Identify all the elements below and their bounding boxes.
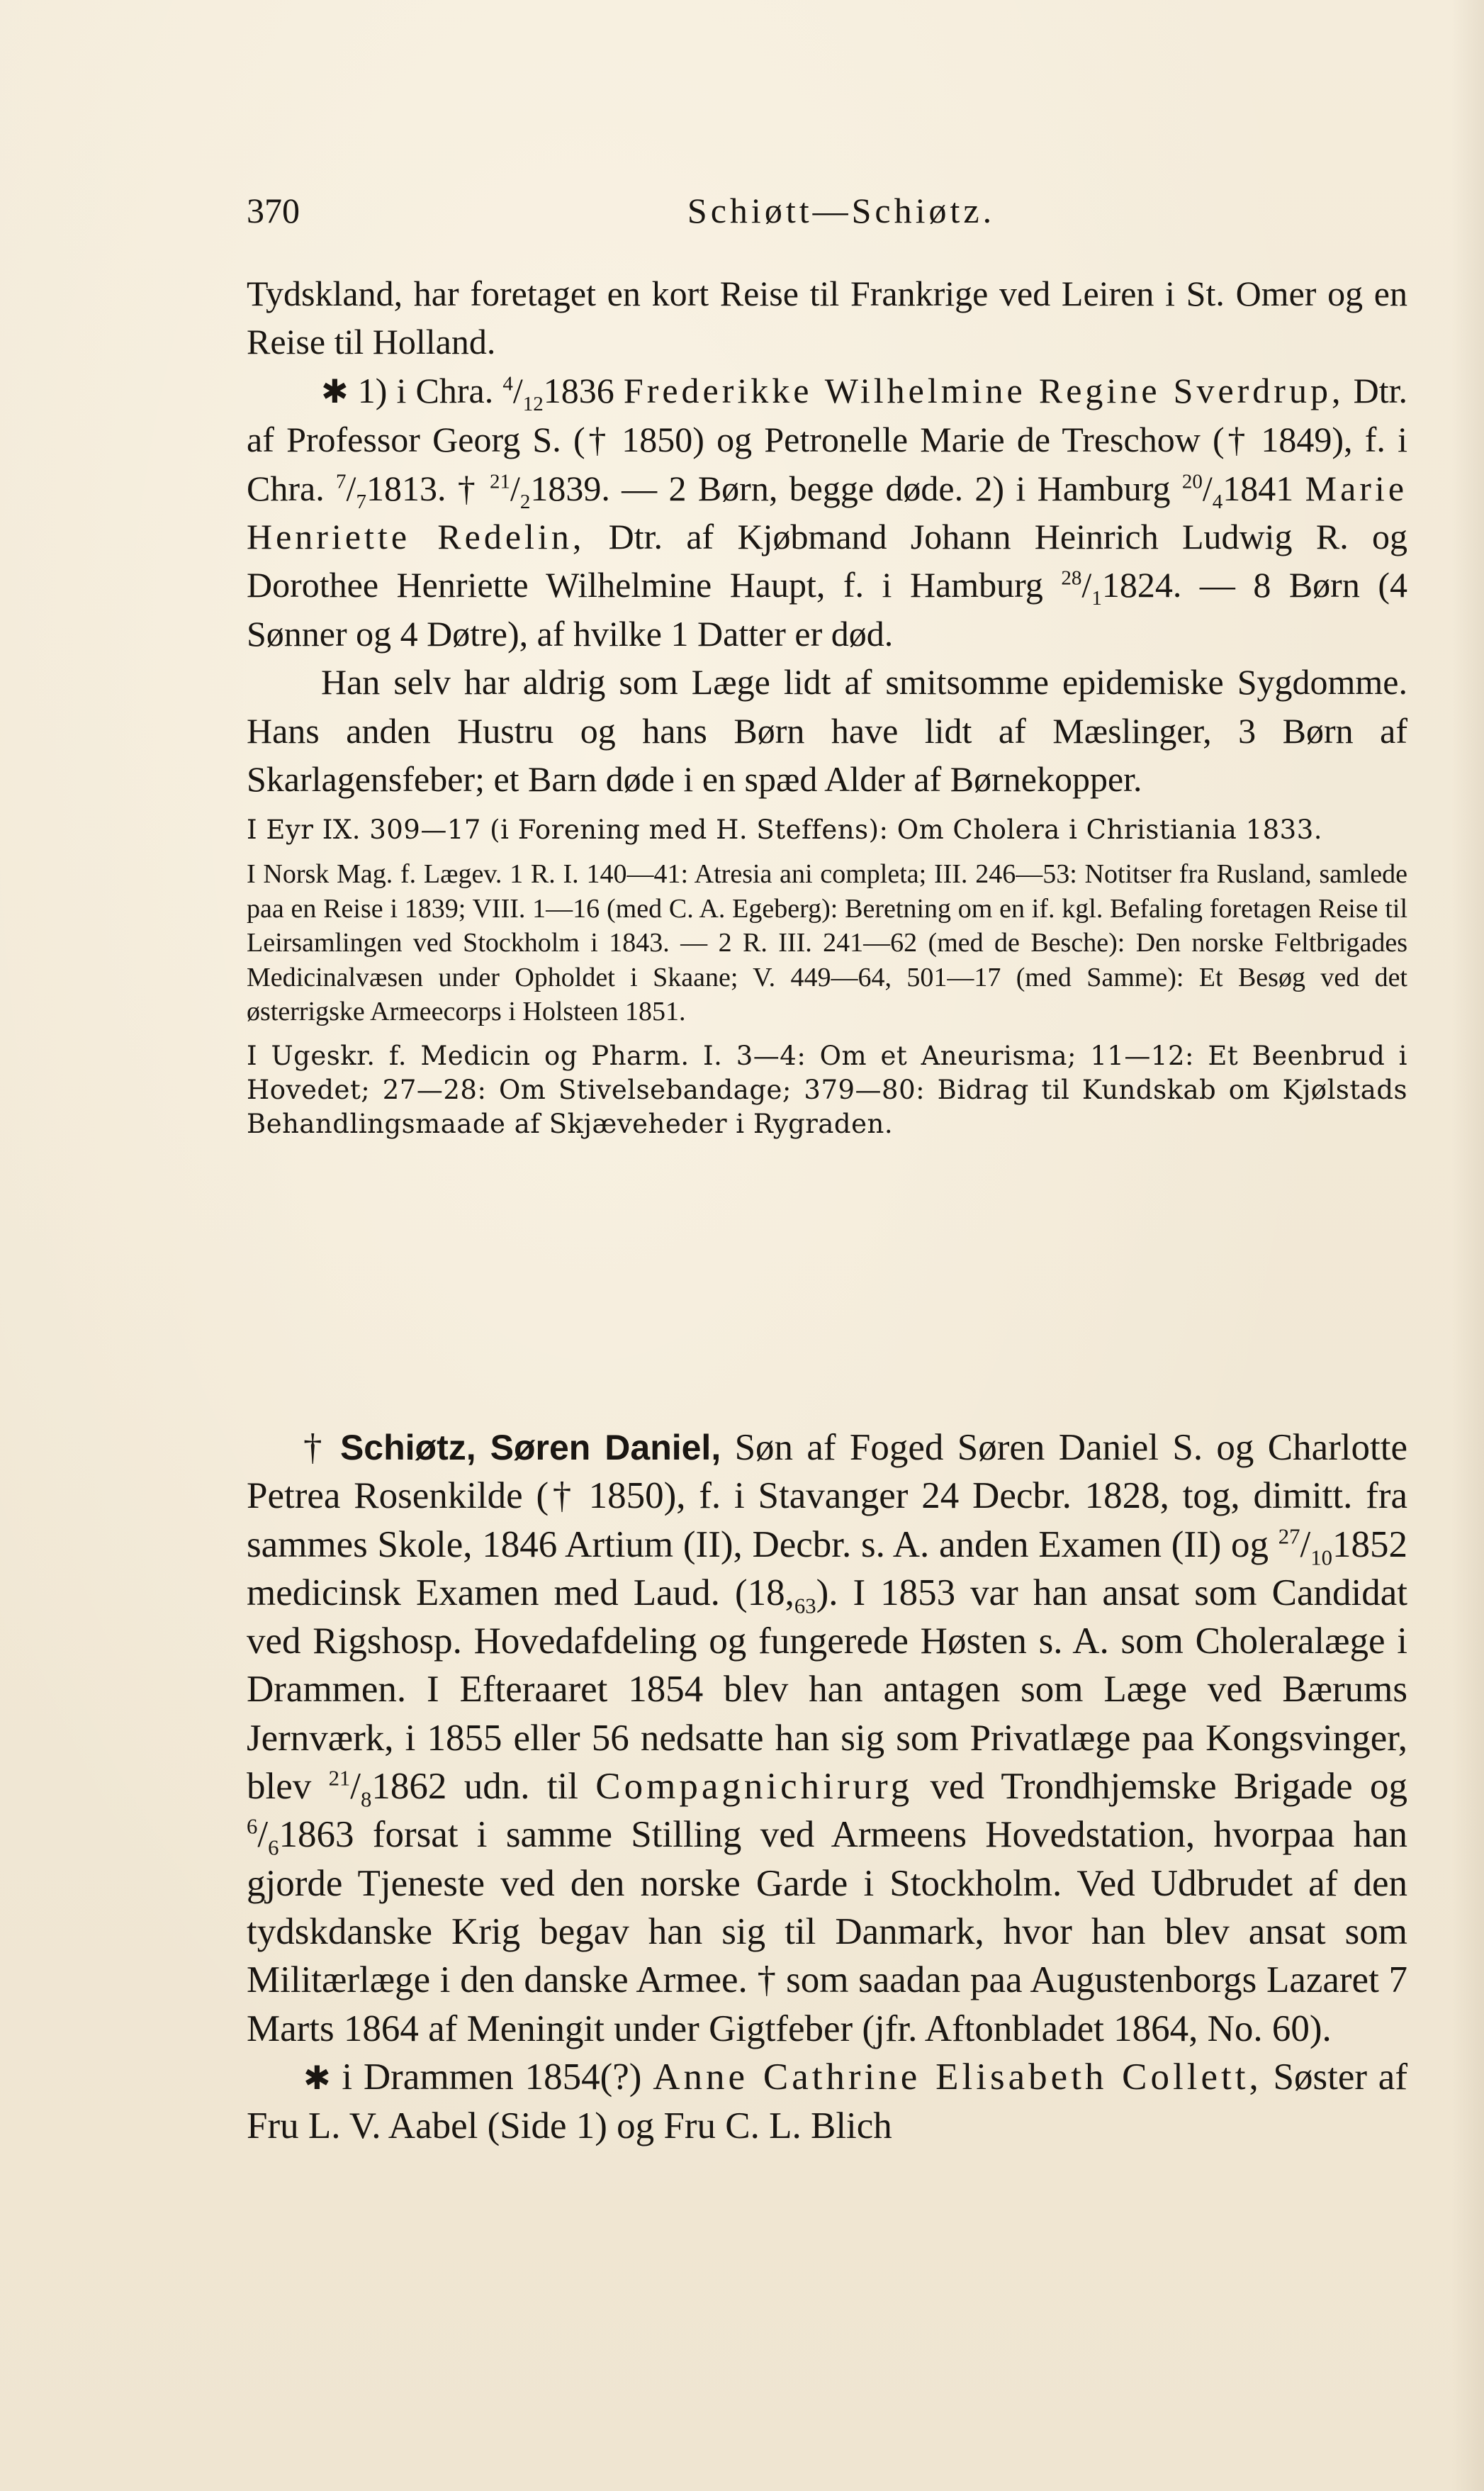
spouse-name-1: Frederikke Wilhelmine Regine Sverdrup, [623, 370, 1344, 410]
reference-eyr: I Eyr IX. 309—17 (i Forening med H. Steffens): Om Cholera i Christiania 1833. [247, 815, 1322, 846]
dagger-icon: † [303, 1427, 327, 1468]
paragraph-marriage: ✱ i Drammen 1854(?) Anne Cathrine Elisabeth Collett, Søster af Fru L. V. Aabel (Side 1) og Fru C. L. Blich [247, 2056, 1407, 2147]
reference-norsk-mag: I Norsk Mag. f. Lægev. 1 R. I. 140—41: Atresia ani completa; III. 246—53: Notitser fra Rusland, samlede paa en Reise i 1839; VIII. 1—16 (med C. A. Egeberg): Beretning om en if. kgl. Befaling foretagen Reise til Leirsamlingen ved Stockholm i 1843. — 2 R. III. 241—62 (med de Besche): Den norske Feltbrigades Medicinalvæsen under Opholdet i Skaane; V. 449—64, 501—17 (med Samme): Et Besøg ved det østerrigske Armeecorps i Holsteen 1851. [247, 859, 1407, 1027]
paragraph-illness: Han selv har aldrig som Læge lidt af smitsomme epidemiske Sygdomme. Hans anden Hustru og hans Børn have lidt af Mæslinger, 3 Børn af Skarlagensfeber; et Barn døde i en spæd Alder af Børnekopper. [247, 662, 1407, 800]
asterisk-marriage-icon: ✱ [303, 2058, 331, 2097]
entry-schiott-continuation [247, 269, 1407, 1141]
entry-heading-name: Schiøtz, Søren Daniel, [339, 1428, 721, 1467]
entry-schiotz [247, 1423, 1407, 2150]
page-header [247, 186, 1407, 235]
page-number: 370 [247, 191, 300, 230]
paragraph-travel: Tydskland, har foretaget en kort Reise til Frankrige ved Leiren i St. Omer og en Reise til Holland. [247, 274, 1407, 362]
asterisk-marriage-icon: ✱ [321, 371, 349, 410]
rank-title: Compagnichirurg [595, 1766, 914, 1808]
paragraph-biography: † Schiøtz, Søren Daniel, Søn af Foged Søren Daniel S. og Charlotte Petrea Rosenkilde († 1850), f. i Stavanger 24 Decbr. 1828, tog, dimitt. fra sammes Skole, 1846 Artium (II), Decbr. s. A. anden Examen (II) og $^{27}/_{10}1852$ medicinsk Examen med Laud. $(18,_{63})$. I 1853 var han ansat som Candidat ved Rigshosp. Hovedafdeling og fungerede Høsten s. A. som Choleralæge i Drammen. I Efteraaret 1854 blev han antagen som Læge ved Bærums Jernværk, i 1855 eller 56 nedsatte han sig som Privatlæge paa Kongsvinger, blev $^{21}/_81862$ udn. til Compagnichirurg ved Trondhjemske Brigade og $^6/_61863$ forsat i samme Stilling ved Armeens Hovedstation, hvorpaa han gjorde Tjeneste ved den norske Garde i Stockholm. Ved Udbrudet af den tydskdanske Krig begav han sig til Danmark, hvor han blev ansat som Militærlæge i den danske Armee. † som saadan paa Augustenborgs Lazaret 7 Marts 1864 af Meningit under Gigtfeber (jfr. Aftonbladet 1864, No. 60). [247, 1427, 1408, 2049]
paragraph-marriages: ✱ 1) i Chra. $^4/_{12}1836$ Frederikke Wilhelmine Regine Sverdrup, Dtr. af Professor Georg S. († 1850) og Petronelle Marie de Treschow († 1849), f. i Chra. $^7/_71813$. † $^{21}/_21839$. — 2 Børn, begge døde. 2) i Hamburg $^{20}/_41841$ Marie Henriette Redelin, Dtr. af Kjøbmand Johann Heinrich Ludwig R. og Dorothee Henriette Wilhelmine Haupt, f. i Hamburg $^{28}/_11824$. — 8 Børn (4 Sønner og 4 Døtre), af hvilke 1 Datter er død. [247, 370, 1408, 654]
running-title: Schiøtt—Schiøtz. [687, 191, 996, 230]
reference-ugeskrift: I Ugeskr. f. Medicin og Pharm. I. 3—4: Om et Aneurisma; 11—12: Et Beenbrud i Hovedet; 27—28: Om Stivelsebandage; 379—80: Bidrag til Kundskab om Kjølstads Behandlingsmaade af Skjæveheder i Rygraden. [247, 1040, 1407, 1139]
spouse-name: Anne Cathrine Elisabeth Collett, [653, 2056, 1262, 2098]
spouse-name-2: Marie Henriette Redelin, [247, 468, 1408, 557]
